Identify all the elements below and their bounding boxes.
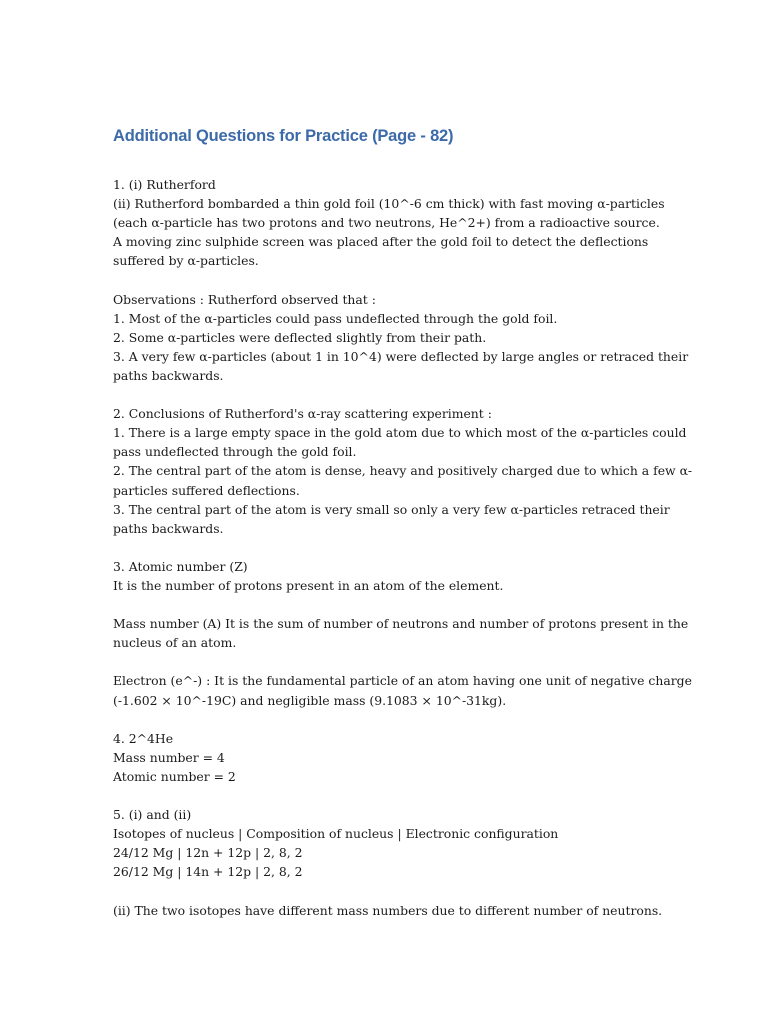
text-line: suffered by α-particles. bbox=[113, 253, 259, 269]
text-line: (ii) Rutherford bombarded a thin gold foil (10^-6 cm thick) with fast moving α-particles bbox=[113, 196, 665, 212]
text-line: nucleus of an atom. bbox=[113, 635, 237, 651]
text-line: 3. Atomic number (Z) bbox=[113, 558, 248, 574]
text-line: 3. The central part of the atom is very small so only a very few α-particles retraced their bbox=[113, 501, 670, 517]
text-line: 5. (i) and (ii) bbox=[113, 807, 192, 823]
page-heading: Additional Questions for Practice (Page - 82) bbox=[113, 127, 454, 145]
electron-paragraph bbox=[113, 671, 692, 709]
text-line: 2. The central part of the atom is dense, heavy and positively charged due to which a few α- bbox=[113, 463, 693, 479]
text-line: Atomic number = 2 bbox=[113, 768, 236, 784]
text-line: Mass number (A) It is the sum of number of neutrons and number of protons present in the bbox=[113, 616, 689, 632]
mass-number-paragraph bbox=[113, 614, 689, 652]
isotope-table-row: 24/12 Mg | 12n + 12p | 2, 8, 2 bbox=[113, 845, 303, 861]
answer-3-atomic-number bbox=[113, 557, 658, 595]
text-line: Electron (e^-) : It is the fundamental particle of an atom having one unit of negative charge bbox=[113, 673, 692, 689]
text-line: (ii) The two isotopes have different mass numbers due to different number of neutrons. bbox=[113, 902, 663, 918]
text-line: pass undeflected through the gold foil. bbox=[113, 444, 357, 460]
text-line: paths backwards. bbox=[113, 520, 224, 536]
answer-4-helium bbox=[113, 729, 658, 786]
answer-5-isotopes bbox=[113, 805, 658, 881]
text-line: 1. There is a large empty space in the gold atom due to which most of the α-particles could bbox=[113, 425, 687, 441]
isotope-table-header: Isotopes of nucleus | Composition of nucleus | Electronic configuration bbox=[113, 826, 559, 842]
answer-1-rutherford bbox=[113, 175, 665, 270]
text-line: (each α-particle has two protons and two neutrons, He^2+) from a radioactive source. bbox=[113, 215, 660, 231]
text-line: paths backwards. bbox=[113, 367, 224, 383]
isotope-conclusion-paragraph bbox=[113, 901, 663, 920]
text-line: 3. A very few α-particles (about 1 in 10^4) were deflected by large angles or retraced their bbox=[113, 348, 689, 364]
text-line: 2. Conclusions of Rutherford's α-ray scattering experiment : bbox=[113, 406, 492, 422]
text-line: A moving zinc sulphide screen was placed after the gold foil to detect the deflections bbox=[113, 234, 649, 250]
text-line: particles suffered deflections. bbox=[113, 482, 300, 498]
text-line: It is the number of protons present in an atom of the element. bbox=[113, 577, 504, 593]
text-line: Observations : Rutherford observed that : bbox=[113, 291, 376, 307]
text-line: 1. Most of the α-particles could pass undeflected through the gold foil. bbox=[113, 310, 558, 326]
observations-paragraph bbox=[113, 290, 689, 385]
isotope-table-row: 26/12 Mg | 14n + 12p | 2, 8, 2 bbox=[113, 864, 303, 880]
answer-2-conclusions bbox=[113, 404, 693, 538]
text-line: 4. 2^4He bbox=[113, 730, 174, 746]
text-line: Mass number = 4 bbox=[113, 749, 225, 765]
text-line: 1. (i) Rutherford bbox=[113, 177, 216, 192]
text-line: (-1.602 × 10^-19C) and negligible mass (9.1083 × 10^-31kg). bbox=[113, 692, 507, 708]
text-line: 2. Some α-particles were deflected slightly from their path. bbox=[113, 329, 487, 345]
